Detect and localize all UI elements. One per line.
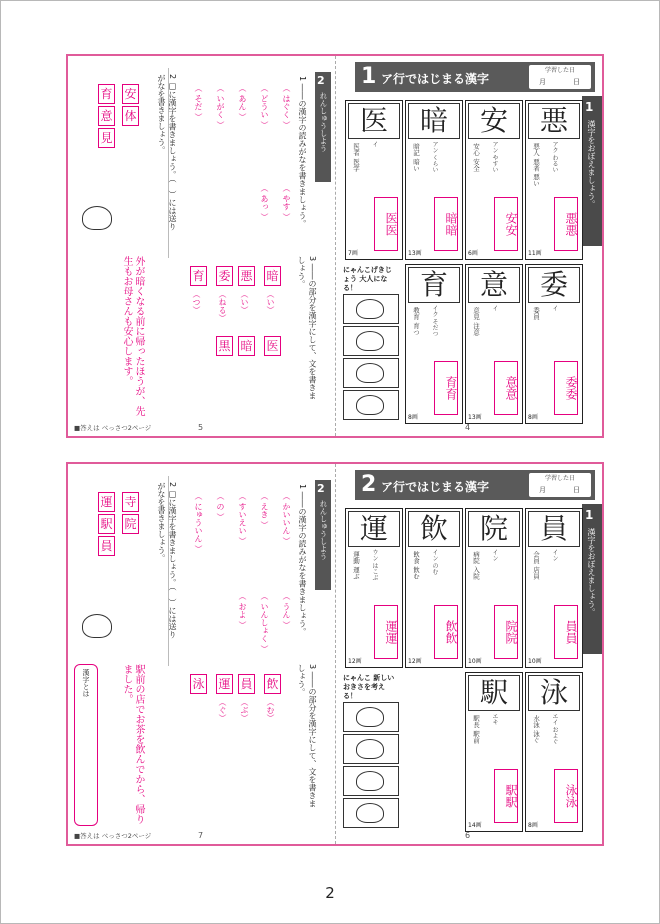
kanji-reading: イン <box>491 549 498 561</box>
kanji-character: 委 <box>528 267 580 303</box>
kanji-card <box>465 100 523 260</box>
drill-tab-label: れんしゅうしよう <box>319 500 328 560</box>
kanji-practice: 員員 <box>554 605 578 659</box>
kanji-card <box>465 264 523 424</box>
date-day: 日 <box>573 78 580 86</box>
q1-answer: （ うん ） <box>282 592 291 630</box>
stroke-count: 6画 <box>468 250 478 257</box>
kanji-reading: イク そだつ <box>431 305 438 337</box>
okurigana: （い） <box>266 290 275 314</box>
okurigana: （ねる） <box>218 290 227 322</box>
kanji-answer-box: 寺 <box>122 492 139 512</box>
stroke-count: 8画 <box>528 822 538 829</box>
page-number-right: 6 <box>465 831 471 840</box>
footer-answer-note: ■答えは べっさつ2ページ <box>74 832 152 840</box>
q1-answer: （ やす ） <box>282 184 291 222</box>
kanji-card <box>405 264 463 424</box>
date-label: 学習した日 <box>544 67 575 74</box>
kanji-practice: 飲飲 <box>434 605 458 659</box>
manga-panel <box>343 358 399 388</box>
kanji-example: 運動 運ぶ <box>352 551 360 580</box>
kanji-reading: イ <box>551 305 558 311</box>
kanji-example: 水泳 泳ぐ <box>532 715 540 744</box>
kanji-answer-box: 育 <box>190 266 207 286</box>
q1-answer: （ そだ ） <box>194 84 203 122</box>
kanji-answer-box: 意 <box>98 106 115 126</box>
drill-tab-number: 2 <box>317 74 325 87</box>
date-day: 日 <box>573 486 580 494</box>
kanji-practice: 医医 <box>374 197 398 251</box>
q1-answer: （ あっ ） <box>260 184 269 222</box>
kanji-practice: 暗暗 <box>434 197 458 251</box>
kanji-reading: イ <box>371 141 378 147</box>
kanji-example: 医者 医学 <box>352 143 360 172</box>
q1-answer: （ すいえい ） <box>238 492 247 546</box>
q1-answer: （ かいいん ） <box>282 492 291 546</box>
kanji-card <box>465 508 523 668</box>
kanji-example: 教育 育つ <box>412 307 420 336</box>
side-tab <box>582 504 602 654</box>
kanji-example: 委員 <box>532 307 540 320</box>
kanji-character: 悪 <box>528 103 580 139</box>
kanji-character: 安 <box>468 103 520 139</box>
kanji-answer-box: 運 <box>216 674 233 694</box>
kanji-reading: イ <box>491 305 498 311</box>
kanji-practice: 委委 <box>554 361 578 415</box>
kanji-example: 意見 注意 <box>472 307 480 336</box>
kanji-reading: アン やすい <box>491 141 498 173</box>
q1-answer: （ いんしょく ） <box>260 592 269 654</box>
kanji-character: 医 <box>348 103 400 139</box>
lesson-header <box>355 62 595 92</box>
page-number-right: 4 <box>465 423 471 432</box>
drill-page <box>68 56 336 436</box>
cat-icon <box>356 771 384 791</box>
kanji-character: 意 <box>468 267 520 303</box>
kanji-practice: 駅駅 <box>494 769 518 823</box>
kanji-answer-box: 暗 <box>264 266 281 286</box>
okurigana: （ぶ） <box>240 698 249 722</box>
okurigana: （い） <box>240 290 249 314</box>
lesson-header <box>355 470 595 500</box>
manga-panel <box>343 766 399 796</box>
q3-instruction: 3 ――の部分を漢字にして、文を書きましょう。 <box>297 256 317 400</box>
q1-instruction: 1 ――の漢字の読みがなを書きましょう。 <box>298 484 307 636</box>
manga-panel <box>343 734 399 764</box>
kanji-character: 泳 <box>528 675 580 711</box>
handwritten-answer: 駅前の店でお茶を飲んでから、帰りました。 <box>121 664 144 824</box>
manga-panel <box>343 798 399 828</box>
tips-title: 漢字とは <box>82 669 90 697</box>
kanji-answer-box: 黒 <box>216 336 233 356</box>
cat-icon <box>356 707 384 727</box>
q1-instruction: 1 ――の漢字の読みがなを書きましょう。 <box>298 76 307 228</box>
q1-answer: （ いがく ） <box>216 84 225 130</box>
kanji-reading: エキ <box>491 713 498 725</box>
kanji-card <box>525 264 583 424</box>
kanji-reading: イン のむ <box>431 549 438 575</box>
side-tab-number: 1 <box>585 100 594 114</box>
tips-box <box>74 664 98 826</box>
drill-tab-label: れんしゅうしよう <box>319 92 328 152</box>
date-box <box>529 65 591 89</box>
kanji-practice: 運運 <box>374 605 398 659</box>
q1-answer: （ はぐく ） <box>282 84 291 130</box>
stroke-count: 12画 <box>408 658 422 665</box>
stroke-count: 14画 <box>468 822 482 829</box>
kanji-example: 会員 店員 <box>532 551 540 580</box>
kanji-answer-box: 員 <box>238 674 255 694</box>
manga-panel <box>343 702 399 732</box>
kanji-answer-box: 見 <box>98 128 115 148</box>
kanji-reading: イン <box>551 549 558 561</box>
lesson-title: ア行ではじまる漢字 <box>381 480 490 494</box>
q1-answer: （ の ） <box>216 492 225 522</box>
q1-answer: （ えき ） <box>260 492 269 530</box>
okurigana: （む） <box>266 698 275 722</box>
okurigana: （つ） <box>192 290 201 314</box>
q1-answer: （ あん ） <box>238 84 247 122</box>
date-month: 月 <box>539 486 546 494</box>
kanji-card <box>345 100 403 260</box>
cat-icon <box>356 803 384 823</box>
footer-answer-note: ■答えは べっさつ2ページ <box>74 424 152 432</box>
q1-answer: （ どうい ） <box>260 84 269 130</box>
kanji-reading: アク わるい <box>551 141 558 173</box>
kanji-reading: エイ およぐ <box>551 713 558 745</box>
page-number: 2 <box>325 884 335 902</box>
kanji-character: 駅 <box>468 675 520 711</box>
spread-top <box>66 54 604 438</box>
kanji-example: 病院 入院 <box>472 551 480 580</box>
kanji-page <box>335 464 602 844</box>
stroke-count: 10画 <box>528 658 542 665</box>
drill-tab-practice <box>315 480 331 590</box>
q2-instruction: 2 □に漢字を書きましょう。（ ）には送りがなを書きましょう。 <box>157 482 177 639</box>
side-tab-label: 漢字をおぼえましょう。 <box>587 120 596 208</box>
stroke-count: 10画 <box>468 658 482 665</box>
kanji-answer-box: 飲 <box>264 674 281 694</box>
kanji-answer-box: 委 <box>216 266 233 286</box>
kanji-example: 悪人 悪者 悪い <box>532 143 540 187</box>
kanji-character: 育 <box>408 267 460 303</box>
kanji-answer-box: 駅 <box>98 514 115 534</box>
q3-instruction: 3 ――の部分を漢字にして、文を書きましょう。 <box>297 664 317 808</box>
kanji-answer-box: 員 <box>98 536 115 556</box>
lesson-title: ア行ではじまる漢字 <box>381 72 490 86</box>
kanji-answer-box: 医 <box>264 336 281 356</box>
kanji-character: 飲 <box>408 511 460 547</box>
kanji-answer-box: 暗 <box>238 336 255 356</box>
manga-panel <box>343 326 399 356</box>
cat-icon <box>356 363 384 383</box>
kanji-practice: 泳泳 <box>554 769 578 823</box>
page-number-left: 5 <box>198 423 204 432</box>
lesson-number: 2 <box>361 472 377 497</box>
side-tab-number: 1 <box>585 508 594 522</box>
kanji-practice: 意意 <box>494 361 518 415</box>
manga-panel <box>343 390 399 420</box>
drill-tab-practice <box>315 72 331 182</box>
kanji-example: 駅長 駅前 <box>472 715 480 744</box>
kanji-example: 飲食 飲む <box>412 551 420 580</box>
kanji-card <box>525 508 583 668</box>
kanji-character: 暗 <box>408 103 460 139</box>
cat-icon <box>356 331 384 351</box>
kanji-answer-box: 安 <box>122 84 139 104</box>
kanji-card <box>525 100 583 260</box>
kanji-practice: 安安 <box>494 197 518 251</box>
drill-page <box>68 464 336 844</box>
kanji-practice: 院院 <box>494 605 518 659</box>
stroke-count: 12画 <box>348 658 362 665</box>
manga-panel <box>343 294 399 324</box>
manga-title: にゃんこげきじょう 大人になる！ <box>343 266 392 292</box>
q1-answer: （ にゅういん ） <box>194 492 203 554</box>
kanji-answer-box: 院 <box>122 514 139 534</box>
kanji-answer-box: 運 <box>98 492 115 512</box>
kanji-card <box>405 100 463 260</box>
kanji-answer-box: 体 <box>122 106 139 126</box>
kanji-reading: アン くらい <box>431 141 438 173</box>
date-month: 月 <box>539 78 546 86</box>
stroke-count: 8画 <box>408 414 418 421</box>
kanji-card <box>405 508 463 668</box>
date-label: 学習した日 <box>544 475 575 482</box>
kanji-character: 員 <box>528 511 580 547</box>
kanji-page <box>335 56 602 436</box>
manga-title: にゃんこ 新しいおきさを考える！ <box>343 674 395 700</box>
kanji-example: 暗記 暗い <box>412 143 420 172</box>
drill-tab-number: 2 <box>317 482 325 495</box>
cat-icon <box>356 395 384 415</box>
side-tab <box>582 96 602 246</box>
okurigana: （ぐ） <box>218 698 227 722</box>
kanji-character: 運 <box>348 511 400 547</box>
stroke-count: 7画 <box>348 250 358 257</box>
cat-icon <box>356 739 384 759</box>
kanji-answer-box: 悪 <box>238 266 255 286</box>
kanji-example: 安心 安全 <box>472 143 480 172</box>
stroke-count: 11画 <box>528 250 542 257</box>
kanji-character: 院 <box>468 511 520 547</box>
kanji-practice: 悪悪 <box>554 197 578 251</box>
handwritten-answer: 外が暗くなる前に帰ったほうが、先生もお母さんも安心します。 <box>121 256 144 416</box>
kanji-card <box>345 508 403 668</box>
spread-bottom <box>66 462 604 846</box>
cat-mascot-icon <box>82 206 112 230</box>
kanji-answer-box: 泳 <box>190 674 207 694</box>
q2-instruction: 2 □に漢字を書きましょう。（ ）には送りがなを書きましょう。 <box>157 74 177 231</box>
stroke-count: 8画 <box>528 414 538 421</box>
lesson-number: 1 <box>361 64 377 89</box>
kanji-card <box>465 672 523 832</box>
kanji-practice: 育育 <box>434 361 458 415</box>
cat-mascot-icon <box>82 614 112 638</box>
kanji-answer-box: 育 <box>98 84 115 104</box>
page-number-left: 7 <box>198 831 204 840</box>
stroke-count: 13画 <box>408 250 422 257</box>
kanji-reading: ウン はこぶ <box>371 549 378 581</box>
cat-icon <box>356 299 384 319</box>
date-box <box>529 473 591 497</box>
kanji-card <box>525 672 583 832</box>
q1-answer: （ およ ） <box>238 592 247 630</box>
stroke-count: 13画 <box>468 414 482 421</box>
side-tab-label: 漢字をおぼえましょう。 <box>587 528 596 616</box>
